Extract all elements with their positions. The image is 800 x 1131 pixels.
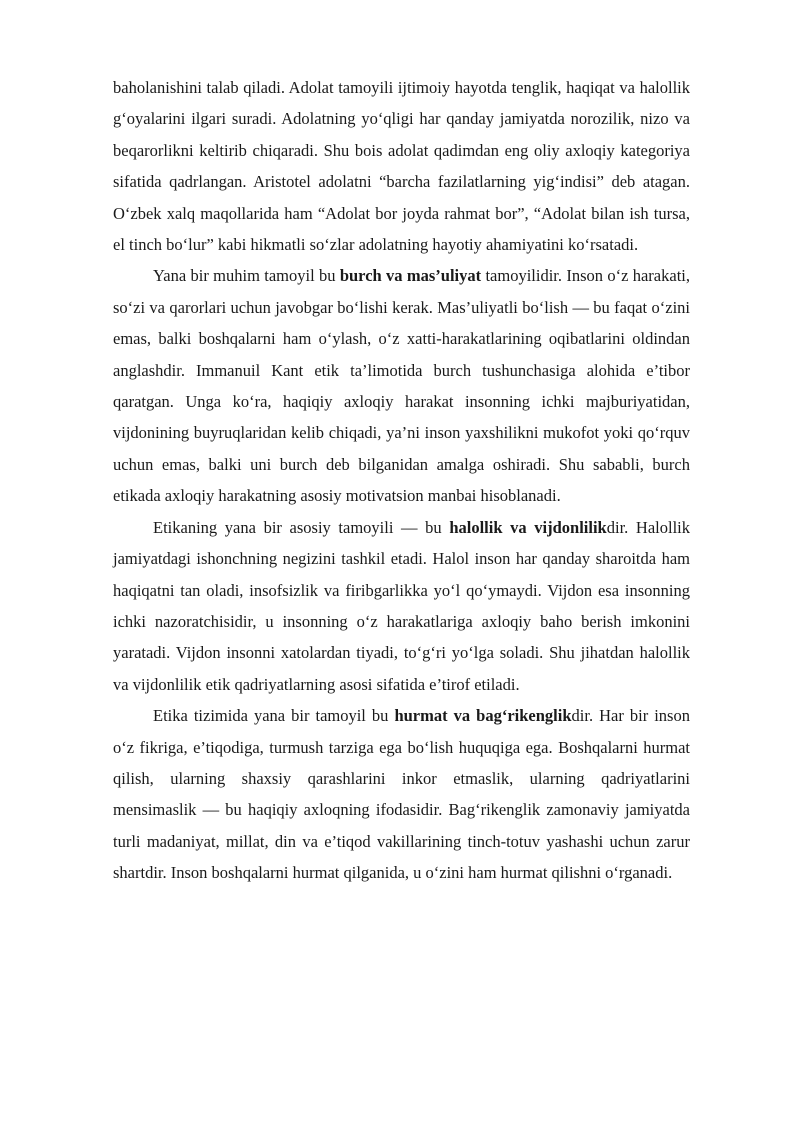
paragraph-duty-responsibility xyxy=(113,260,690,511)
bold-term: halollik va vijdonlilik xyxy=(449,517,607,537)
paragraph-text-after: tamoyilidir. Inson o‘z harakati, so‘zi va qarorlari uchun javobgar bo‘lishi kerak. Mas’uliyatli bo‘lish — bu faqat o‘zini emas, balki boshqalarni ham o‘ylash, o‘z xatti-harakatlarining oqibatlarini oldindan anglashdir. Immanuil Kant etik ta’limotida burch tushunchasiga alohida e’tibor qaratgan. Unga ko‘ra, haqiqiy axloqiy harakat insonning ichki majburiyatidan, vijdonining buyruqlaridan kelib chiqadi, ya’ni inson yaxshilikni mukofot yoki qo‘rquv uchun emas, balki uni burch deb bilganidan amalga oshiradi. Shu sababli, burch etikada axloqiy harakatning asosiy motivatsion manbai hisoblanadi. xyxy=(113,266,690,506)
paragraph-text: baholanishini talab qiladi. Adolat tamoyili ijtimoiy hayotda tenglik, haqiqat va halollik g‘oyalarini ilgari suradi. Adolatning yo‘qligi har qanday jamiyatda norozilik, nizo va beqarorlikni keltirib chiqaradi. Shu bois adolat qadimdan eng oliy axloqiy kategoriya sifatida qadrlangan. Aristotel adolatni “barcha fazilatlarning yig‘indisi” deb atagan. O‘zbek xalq maqollarida ham “Adolat bor joyda rahmat bor”, “Adolat bilan ish tursa, el tinch bo‘lur” kabi hikmatli so‘zlar adolatning hayotiy ahamiyatini ko‘rsatadi. xyxy=(113,78,690,255)
bold-term: hurmat va bag‘rikenglik xyxy=(394,706,572,726)
paragraph-text-before: Etikaning yana bir asosiy tamoyili — bu xyxy=(153,517,450,537)
paragraph-honesty-conscience xyxy=(113,512,690,700)
paragraph-text-after: dir. Har bir inson o‘z fikriga, e’tiqodiga, turmush tarziga ega bo‘lish huquqiga ega. Boshqalarni hurmat qilish, ularning shaxsiy qarashlarini inkor etmaslik, ularning qadriyatlarini mensimaslik — bu haqiqiy axloqning ifodasidir. Bag‘rikenglik zamonaviy jamiyatda turli madaniyat, millat, din va e’tiqod vakillarining tinch-totuv yashashi uchun zarur shartdir. Inson boshqalarni hurmat qilganida, u o‘zini ham hurmat qilishni o‘rganadi. xyxy=(113,706,690,883)
paragraph-text-after: dir. Halollik jamiyatdagi ishonchning negizini tashkil etadi. Halol inson har qanday sharoitda ham haqiqatni tan oladi, insofsizlik va firibgarlikka yo‘l qo‘ymaydi. Vijdon esa insonning ichki nazoratchisidir, u insonning o‘z harakatlariga axloqiy baho berish imkonini yaratadi. Vijdon insonni xatolardan tiyadi, to‘g‘ri yo‘lga soladi. Shu jihatdan halollik va vijdonlilik etik qadriyatlarning asosi sifatida e’tirof etiladi. xyxy=(113,517,690,694)
paragraph-justice xyxy=(113,72,690,260)
paragraph-text-before: Etika tizimida yana bir tamoyil bu xyxy=(153,706,395,726)
paragraph-text-before: Yana bir muhim tamoyil bu xyxy=(153,266,340,286)
paragraph-respect-tolerance xyxy=(113,700,690,888)
document-page xyxy=(113,72,690,889)
bold-term: burch va mas’uliyat xyxy=(339,266,482,286)
